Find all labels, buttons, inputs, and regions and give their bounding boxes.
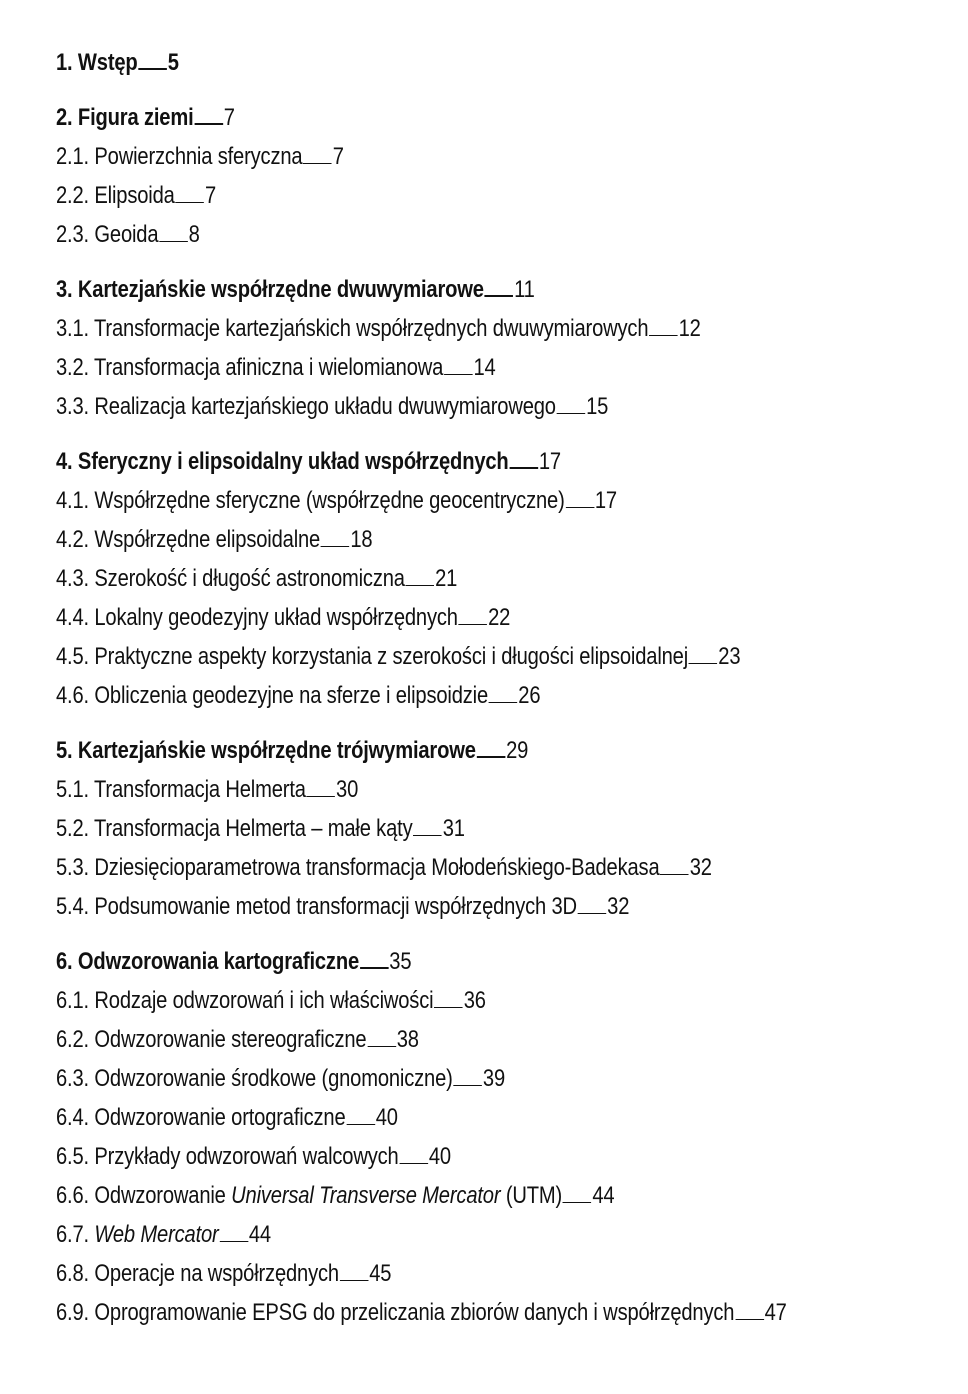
page-number: 29 (506, 737, 529, 764)
page-number: 5 (167, 49, 179, 76)
page-number: 14 (473, 354, 496, 381)
toc-entry (56, 1215, 896, 1254)
leader-line (307, 796, 336, 797)
leader-line (459, 624, 488, 625)
page-number: 30 (336, 776, 359, 803)
leader-line (578, 913, 607, 914)
leader-line (159, 241, 188, 242)
section-number: 1. (56, 49, 73, 76)
page-number: 38 (396, 1026, 419, 1053)
page-number: 32 (607, 893, 630, 920)
entry-title: Universal Transverse Mercator (231, 1182, 501, 1209)
entry-title: Przykłady odwzorowań walcowych (94, 1143, 399, 1170)
leader-line (489, 702, 518, 703)
toc-entry (56, 137, 896, 176)
toc-section (56, 43, 968, 82)
entry-number: 4.3. (56, 565, 89, 592)
entry-number: 4.5. (56, 643, 89, 670)
section-number: 4. (56, 448, 73, 475)
entry-title: Dziesięcioparametrowa transformacja Mołodeńskiego-Badekasa (94, 854, 660, 881)
toc-section (56, 270, 968, 426)
page-number: 7 (204, 182, 216, 209)
leader-line (321, 546, 350, 547)
toc-entry (56, 309, 896, 348)
leader-line (477, 756, 506, 758)
entry-title: Współrzędne sferyczne (współrzędne geocentryczne) (94, 487, 565, 514)
entry-title: Współrzędne elipsoidalne (94, 526, 321, 553)
leader-line (406, 585, 435, 586)
page-number: 26 (518, 682, 541, 709)
entry-number: 5.3. (56, 854, 89, 881)
leader-line (360, 967, 389, 969)
toc-entry (56, 1293, 896, 1332)
page-number: 31 (442, 815, 465, 842)
entry-title: Odwzorowanie stereograficzne (94, 1026, 367, 1053)
page-number: 11 (514, 276, 535, 303)
entry-title: Powierzchnia sferyczna (94, 143, 303, 170)
entry-title: Transformacja Helmerta (94, 776, 306, 803)
leader-line (454, 1085, 483, 1086)
page-number: 7 (332, 143, 344, 170)
leader-line (413, 835, 442, 836)
toc-entry (56, 559, 896, 598)
entry-title: Transformacja afiniczna i wielomianowa (94, 354, 444, 381)
leader-line (138, 68, 167, 70)
page-number: 22 (488, 604, 511, 631)
page-number: 15 (586, 393, 609, 420)
section-heading (56, 442, 896, 481)
page-number: 7 (223, 104, 235, 131)
toc-entry (56, 598, 896, 637)
section-number: 3. (56, 276, 73, 303)
entry-title: Odwzorowanie ortograficzne (94, 1104, 346, 1131)
entry-number: 3.3. (56, 393, 89, 420)
section-number: 2. (56, 104, 73, 131)
entry-number: 2.3. (56, 221, 89, 248)
toc-entry (56, 981, 896, 1020)
entry-number: 5.2. (56, 815, 89, 842)
section-title: Odwzorowania kartograficzne (77, 948, 360, 975)
entry-title: Odwzorowanie (94, 1182, 232, 1209)
page-number: 17 (594, 487, 617, 514)
page-number: 44 (248, 1221, 271, 1248)
page-number: 40 (428, 1143, 451, 1170)
page-number: 21 (435, 565, 458, 592)
page-number: 35 (389, 948, 412, 975)
leader-line (434, 1007, 463, 1008)
entry-number: 6.2. (56, 1026, 89, 1053)
toc-entry (56, 1020, 896, 1059)
entry-title: Operacje na współrzędnych (94, 1260, 339, 1287)
toc-section (56, 98, 968, 254)
page-number: 12 (678, 315, 701, 342)
leader-line (509, 467, 538, 469)
page-number: 39 (482, 1065, 506, 1092)
leader-line (176, 202, 205, 203)
section-title: Figura ziemi (77, 104, 194, 131)
leader-line (194, 123, 223, 125)
section-heading (56, 270, 896, 309)
leader-line (367, 1046, 396, 1047)
leader-line (399, 1163, 428, 1164)
section-title: Sferyczny i elipsoidalny układ współrzędnych (77, 448, 509, 475)
entry-title: Rodzaje odwzorowań i ich właściwości (94, 987, 434, 1014)
toc-section (56, 442, 968, 715)
entry-number: 6.7. (56, 1221, 89, 1248)
entry-title: Geoida (94, 221, 159, 248)
leader-line (735, 1319, 764, 1320)
page-number: 40 (375, 1104, 398, 1131)
toc-entry (56, 676, 896, 715)
toc-entry (56, 637, 896, 676)
table-of-contents (56, 43, 968, 1348)
toc-section (56, 942, 968, 1332)
page-number: 23 (718, 643, 741, 670)
entry-title: Transformacje kartezjańskich współrzędnych dwuwymiarowych (94, 315, 649, 342)
toc-entry (56, 809, 896, 848)
entry-title: Podsumowanie metod transformacji współrzędnych 3D (94, 893, 577, 920)
entry-title: (UTM) (500, 1182, 563, 1209)
entry-title: Realizacja kartezjańskiego układu dwuwymiarowego (94, 393, 556, 420)
leader-line (340, 1280, 369, 1281)
leader-line (303, 163, 332, 164)
entry-number: 6.3. (56, 1065, 89, 1092)
page-number: 36 (463, 987, 486, 1014)
entry-number: 6.5. (56, 1143, 89, 1170)
toc-entry (56, 1098, 896, 1137)
entry-title: Oprogramowanie EPSG do przeliczania zbiorów danych i współrzędnych (94, 1299, 735, 1326)
section-title: Kartezjańskie współrzędne trójwymiarowe (77, 737, 476, 764)
page-number: 18 (350, 526, 373, 553)
section-title: Wstęp (77, 49, 138, 76)
entry-number: 4.6. (56, 682, 89, 709)
leader-line (660, 874, 689, 875)
leader-line (649, 335, 678, 336)
entry-number: 3.1. (56, 315, 89, 342)
leader-line (563, 1202, 592, 1203)
entry-number: 5.4. (56, 893, 89, 920)
section-heading (56, 942, 896, 981)
section-heading (56, 731, 896, 770)
toc-entry (56, 770, 896, 809)
entry-title: Szerokość i długość astronomiczna (94, 565, 405, 592)
entry-number: 2.2. (56, 182, 89, 209)
page-number: 44 (592, 1182, 615, 1209)
toc-entry (56, 1254, 896, 1293)
page-number: 8 (188, 221, 200, 248)
section-title: Kartezjańskie współrzędne dwuwymiarowe (77, 276, 484, 303)
section-number: 5. (56, 737, 73, 764)
page-number: 45 (369, 1260, 392, 1287)
toc-entry (56, 215, 896, 254)
entry-title: Web Mercator (94, 1221, 219, 1248)
toc-entry (56, 520, 896, 559)
leader-line (346, 1124, 375, 1125)
leader-line (444, 374, 473, 375)
toc-entry (56, 387, 896, 426)
entry-number: 6.9. (56, 1299, 89, 1326)
page-number: 47 (764, 1299, 787, 1326)
section-number: 6. (56, 948, 73, 975)
toc-entry (56, 481, 896, 520)
entry-title: Transformacja Helmerta – małe kąty (94, 815, 413, 842)
section-heading (56, 43, 896, 82)
toc-entry (56, 176, 896, 215)
entry-number: 4.4. (56, 604, 89, 631)
entry-number: 4.1. (56, 487, 89, 514)
entry-number: 6.8. (56, 1260, 89, 1287)
entry-number: 3.2. (56, 354, 89, 381)
toc-entry (56, 1176, 896, 1215)
toc-entry (56, 1059, 896, 1098)
leader-line (557, 413, 586, 414)
entry-title: Praktyczne aspekty korzystania z szerokości i długości elipsoidalnej (94, 643, 689, 670)
toc-entry (56, 348, 896, 387)
page-number: 17 (538, 448, 561, 475)
entry-number: 4.2. (56, 526, 89, 553)
leader-line (689, 663, 718, 664)
entry-title: Obliczenia geodezyjne na sferze i elipsoidzie (94, 682, 489, 709)
toc-entry (56, 887, 896, 926)
toc-section (56, 731, 968, 926)
leader-line (485, 295, 514, 297)
entry-number: 6.6. (56, 1182, 89, 1209)
leader-line (219, 1241, 248, 1242)
section-heading (56, 98, 896, 137)
toc-entry (56, 848, 896, 887)
entry-number: 2.1. (56, 143, 89, 170)
entry-title: Odwzorowanie środkowe (gnomoniczne) (94, 1065, 453, 1092)
leader-line (565, 507, 594, 508)
entry-title: Lokalny geodezyjny układ współrzędnych (94, 604, 458, 631)
toc-entry (56, 1137, 896, 1176)
entry-number: 5.1. (56, 776, 89, 803)
entry-number: 6.1. (56, 987, 89, 1014)
entry-title: Elipsoida (94, 182, 175, 209)
page-number: 32 (689, 854, 712, 881)
entry-number: 6.4. (56, 1104, 89, 1131)
